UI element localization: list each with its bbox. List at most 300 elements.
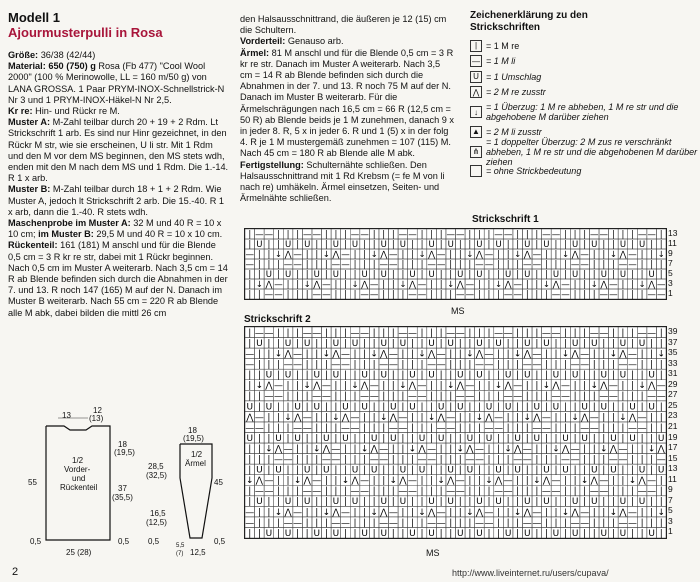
svg-text:—: —	[417, 455, 427, 466]
svg-text:|: |	[363, 423, 367, 434]
legend-text: = 2 M li zusstr	[486, 126, 542, 137]
svg-text:|: |	[286, 433, 290, 444]
svg-text:|: |	[630, 381, 635, 392]
svg-text:↓: ↓	[274, 349, 283, 360]
svg-text:↓: ↓	[561, 349, 570, 360]
svg-text:|: |	[248, 455, 252, 466]
svg-text:U: U	[361, 528, 368, 538]
row-label: 17	[668, 442, 678, 453]
svg-text:|: |	[296, 455, 300, 466]
svg-text:—: —	[388, 507, 398, 518]
svg-text:—: —	[293, 518, 303, 529]
svg-text:|: |	[410, 360, 414, 371]
svg-text:—: —	[589, 486, 599, 497]
svg-text:U: U	[543, 497, 550, 508]
svg-text:|: |	[334, 486, 338, 497]
svg-text:—: —	[331, 260, 341, 270]
svg-text:⋀: ⋀	[475, 507, 484, 518]
svg-text:|: |	[544, 290, 548, 299]
svg-text:—: —	[321, 455, 331, 466]
svg-text:⋀: ⋀	[552, 381, 560, 392]
svg-text:—: —	[551, 486, 561, 497]
row-label: 5	[668, 268, 673, 278]
svg-text:—: —	[532, 360, 542, 371]
svg-text:|: |	[525, 486, 529, 497]
dim-37: 37	[118, 484, 127, 493]
svg-text:—: —	[484, 423, 494, 434]
svg-text:—: —	[599, 391, 609, 402]
svg-text:⋀: ⋀	[313, 381, 321, 392]
svg-text:|: |	[353, 518, 357, 529]
svg-text:|: |	[248, 528, 252, 538]
svg-text:|: |	[640, 402, 644, 413]
legend-title: Zeichenerklärung zu den Strickschriften	[470, 10, 588, 33]
svg-text:|: |	[544, 518, 548, 529]
svg-text:↓: ↓	[408, 444, 417, 455]
svg-text:—: —	[369, 280, 379, 290]
svg-text:|: |	[573, 402, 577, 413]
svg-text:—: —	[254, 328, 264, 339]
svg-text:—: —	[551, 476, 561, 487]
svg-text:↓: ↓	[475, 412, 484, 423]
svg-text:—: —	[369, 290, 379, 299]
svg-text:⋀: ⋀	[322, 444, 331, 455]
svg-text:|: |	[554, 465, 558, 476]
svg-text:↓: ↓	[246, 476, 254, 487]
svg-text:U: U	[399, 240, 406, 250]
svg-text:|: |	[439, 280, 443, 290]
row-label: 7	[668, 494, 673, 505]
svg-text:|: |	[468, 476, 472, 487]
svg-text:|: |	[257, 455, 261, 466]
svg-text:|: |	[449, 270, 453, 280]
svg-text:U: U	[523, 370, 531, 381]
svg-text:—: —	[312, 391, 322, 402]
svg-text:|: |	[449, 250, 453, 260]
svg-text:|: |	[583, 455, 587, 466]
svg-text:|: |	[372, 338, 376, 349]
svg-text:—: —	[302, 486, 312, 497]
svg-text:↓: ↓	[466, 507, 474, 518]
legend-symbol-icon: ⋔	[470, 146, 482, 158]
svg-text:U: U	[543, 338, 550, 349]
svg-text:—: —	[637, 230, 647, 240]
svg-text:—: —	[494, 423, 504, 434]
svg-text:|: |	[401, 402, 405, 413]
svg-text:|: |	[564, 260, 567, 270]
svg-text:|: |	[248, 370, 252, 381]
svg-text:|: |	[449, 260, 453, 270]
svg-text:—: —	[398, 328, 408, 339]
svg-text:⋀: ⋀	[332, 349, 340, 360]
svg-text:|: |	[497, 507, 501, 518]
svg-text:—: —	[465, 280, 475, 290]
svg-text:|: |	[506, 360, 510, 371]
dim-18: 18	[118, 440, 127, 449]
svg-text:|: |	[525, 381, 529, 392]
svg-text:—: —	[513, 280, 522, 290]
svg-text:|: |	[401, 528, 405, 538]
svg-text:|: |	[592, 391, 596, 402]
svg-text:|: |	[573, 381, 577, 392]
svg-text:|: |	[458, 465, 462, 476]
svg-text:—: —	[427, 444, 437, 455]
sleeve-label-1: 1/2	[191, 450, 203, 459]
svg-text:|: |	[544, 260, 548, 270]
svg-text:↓: ↓	[609, 349, 618, 360]
svg-text:|: |	[363, 518, 367, 529]
svg-text:|: |	[391, 328, 395, 339]
svg-text:|: |	[391, 391, 395, 402]
svg-text:|: |	[324, 270, 328, 280]
svg-text:|: |	[286, 476, 290, 487]
svg-text:|: |	[305, 360, 309, 371]
svg-text:|: |	[640, 290, 644, 299]
svg-text:—: —	[474, 518, 484, 529]
svg-text:|: |	[516, 486, 520, 497]
svg-text:U: U	[323, 433, 330, 444]
svg-text:|: |	[592, 290, 596, 299]
svg-text:|: |	[257, 391, 261, 402]
svg-text:—: —	[427, 518, 437, 529]
svg-text:|: |	[592, 518, 596, 529]
svg-text:↓: ↓	[638, 381, 646, 392]
svg-text:—: —	[484, 507, 494, 518]
svg-text:|: |	[611, 518, 615, 529]
svg-text:|: |	[267, 260, 271, 270]
svg-text:|: |	[372, 486, 376, 497]
svg-text:U: U	[409, 370, 416, 381]
svg-text:|: |	[659, 423, 663, 434]
svg-text:⋀: ⋀	[571, 250, 579, 260]
svg-text:|: |	[516, 528, 520, 538]
svg-text:|: |	[267, 507, 271, 518]
legend-text: = 1 M li	[486, 56, 516, 67]
svg-text:—: —	[446, 412, 456, 423]
svg-text:|: |	[277, 240, 280, 250]
svg-text:⋀: ⋀	[523, 250, 531, 260]
svg-text:|: |	[573, 290, 577, 299]
svg-text:|: |	[267, 240, 271, 250]
svg-text:↓: ↓	[657, 349, 665, 360]
svg-text:|: |	[276, 423, 281, 434]
svg-text:—: —	[570, 455, 580, 466]
svg-text:—: —	[589, 412, 599, 423]
svg-text:|: |	[382, 465, 386, 476]
legend-symbol-icon	[470, 165, 482, 177]
svg-text:|: |	[535, 381, 539, 392]
svg-text:—: —	[503, 328, 513, 339]
sleeve-dim-165: 16,5	[150, 509, 166, 518]
svg-text:U: U	[581, 433, 588, 444]
svg-text:U: U	[571, 240, 579, 250]
svg-text:⋀: ⋀	[284, 250, 292, 260]
svg-text:|: |	[305, 402, 309, 413]
svg-text:|: |	[659, 497, 663, 508]
svg-text:—: —	[379, 360, 389, 371]
svg-text:↓: ↓	[619, 412, 627, 423]
svg-text:|: |	[592, 250, 596, 260]
svg-text:U: U	[657, 465, 665, 476]
svg-text:|: |	[410, 518, 414, 529]
dim-12: 12	[93, 406, 102, 415]
svg-text:|: |	[315, 507, 319, 518]
svg-text:|: |	[468, 240, 472, 250]
row-label: 31	[668, 368, 678, 379]
svg-text:|: |	[372, 260, 376, 270]
svg-text:|: |	[334, 423, 338, 434]
svg-text:|: |	[611, 412, 615, 423]
svg-text:U: U	[284, 528, 292, 538]
svg-text:↓: ↓	[418, 250, 426, 260]
svg-text:⋀: ⋀	[332, 250, 340, 260]
svg-text:—: —	[245, 360, 255, 371]
svg-text:|: |	[506, 412, 510, 423]
svg-text:—: —	[360, 391, 370, 402]
svg-text:|: |	[535, 370, 539, 381]
sleeve-dim-05b: 0,5	[214, 537, 226, 546]
svg-text:|: |	[650, 433, 654, 444]
svg-text:—: —	[360, 230, 369, 240]
svg-text:—: —	[599, 328, 609, 339]
svg-text:|: |	[344, 280, 347, 290]
svg-text:—: —	[274, 391, 283, 402]
svg-text:—: —	[474, 455, 484, 466]
svg-text:|: |	[391, 486, 395, 497]
svg-text:U: U	[332, 497, 340, 508]
svg-text:—: —	[274, 455, 283, 466]
svg-text:|: |	[296, 486, 300, 497]
svg-text:|: |	[334, 230, 338, 240]
svg-text:|: |	[277, 230, 280, 240]
svg-text:⋀: ⋀	[361, 280, 369, 290]
svg-text:|: |	[583, 280, 587, 290]
svg-text:|: |	[334, 391, 338, 402]
svg-text:U: U	[457, 528, 464, 538]
svg-text:U: U	[409, 528, 416, 538]
svg-text:|: |	[401, 391, 405, 402]
svg-text:U: U	[342, 402, 349, 413]
svg-text:U: U	[437, 402, 445, 413]
svg-text:|: |	[602, 423, 606, 434]
svg-text:—: —	[589, 230, 599, 240]
svg-text:|: |	[535, 391, 539, 402]
svg-text:|: |	[525, 433, 529, 444]
svg-text:U: U	[294, 402, 301, 413]
svg-text:U: U	[304, 240, 311, 250]
svg-text:|: |	[391, 465, 395, 476]
svg-text:⋀: ⋀	[246, 412, 254, 423]
svg-text:U: U	[313, 270, 320, 280]
svg-text:|: |	[573, 433, 577, 444]
svg-text:—: —	[322, 280, 331, 290]
svg-text:|: |	[248, 497, 252, 508]
svg-text:|: |	[382, 381, 386, 392]
svg-text:—: —	[436, 250, 446, 260]
svg-text:—: —	[407, 328, 417, 339]
svg-text:U: U	[600, 528, 608, 538]
svg-text:|: |	[372, 360, 376, 371]
svg-text:U: U	[399, 338, 407, 349]
svg-text:|: |	[315, 433, 319, 444]
svg-text:|: |	[525, 290, 529, 299]
svg-text:|: |	[554, 360, 558, 371]
row-label: 23	[668, 410, 678, 421]
svg-text:|: |	[564, 518, 568, 529]
svg-text:|: |	[257, 528, 261, 538]
svg-text:|: |	[248, 381, 252, 392]
svg-text:U: U	[543, 465, 550, 476]
svg-text:U: U	[361, 270, 368, 280]
svg-text:—: —	[312, 290, 322, 299]
svg-text:|: |	[621, 476, 625, 487]
svg-text:|: |	[363, 349, 367, 360]
svg-text:—: —	[264, 230, 274, 240]
svg-text:|: |	[267, 455, 271, 466]
svg-text:U: U	[495, 465, 502, 476]
svg-text:|: |	[659, 260, 663, 270]
svg-text:|: |	[353, 507, 357, 518]
svg-text:|: |	[305, 433, 309, 444]
legend-text: = 1 Überzug: 1 M re abheben, 1 M re str und die abgehobene M darüber ziehen	[486, 102, 679, 122]
svg-text:—: —	[637, 412, 647, 423]
svg-text:↓: ↓	[513, 349, 522, 360]
svg-text:|: |	[497, 433, 501, 444]
svg-text:|: |	[420, 230, 424, 240]
svg-text:|: |	[506, 518, 510, 529]
svg-text:|: |	[535, 455, 539, 466]
svg-text:|: |	[334, 476, 338, 487]
svg-text:|: |	[554, 349, 558, 360]
svg-text:U: U	[256, 465, 263, 476]
svg-text:—: —	[254, 423, 264, 434]
source-url[interactable]: http://www.liveinternet.ru/users/cupava/	[452, 568, 609, 578]
svg-text:|: |	[497, 349, 501, 360]
svg-text:—: —	[340, 349, 350, 360]
svg-text:|: |	[611, 230, 615, 240]
svg-text:|: |	[449, 433, 453, 444]
row-label: 33	[668, 357, 678, 368]
svg-text:↓: ↓	[580, 476, 589, 487]
svg-text:|: |	[506, 260, 510, 270]
svg-text:|: |	[506, 250, 510, 260]
svg-text:U: U	[390, 402, 397, 413]
svg-text:|: |	[535, 338, 539, 349]
svg-text:|: |	[372, 328, 376, 339]
legend-item	[470, 85, 700, 101]
svg-text:U: U	[543, 240, 550, 250]
svg-text:—: —	[417, 391, 427, 402]
svg-text:|: |	[554, 455, 558, 466]
svg-text:|: |	[334, 280, 338, 290]
svg-text:—: —	[321, 381, 331, 392]
dim-18b: (19,5)	[114, 448, 135, 457]
svg-text:U: U	[332, 270, 340, 280]
svg-text:—: —	[264, 486, 274, 497]
svg-text:U: U	[351, 240, 359, 250]
svg-text:|: |	[477, 465, 481, 476]
svg-text:⋀: ⋀	[284, 507, 292, 518]
svg-text:|: |	[296, 328, 300, 339]
svg-text:U: U	[370, 433, 378, 444]
svg-text:⋀: ⋀	[580, 412, 589, 423]
svg-text:↓: ↓	[514, 250, 522, 260]
svg-text:—: —	[522, 444, 532, 455]
svg-text:|: |	[410, 423, 414, 434]
svg-text:|: |	[506, 465, 510, 476]
svg-text:—: —	[522, 518, 532, 529]
svg-text:|: |	[276, 528, 281, 538]
svg-text:U: U	[418, 433, 426, 444]
svg-text:|: |	[554, 518, 558, 529]
svg-text:U: U	[428, 497, 435, 508]
svg-text:—: —	[561, 290, 570, 299]
svg-text:U: U	[485, 402, 493, 413]
svg-text:—: —	[407, 486, 417, 497]
svg-text:|: |	[640, 455, 644, 466]
legend-item	[470, 38, 700, 54]
svg-text:—: —	[551, 391, 561, 402]
svg-text:|: |	[497, 270, 500, 280]
svg-text:—: —	[388, 423, 398, 434]
svg-text:U: U	[504, 370, 512, 381]
svg-text:|: |	[535, 486, 539, 497]
svg-text:U: U	[648, 270, 655, 280]
svg-text:|: |	[477, 230, 481, 240]
svg-text:|: |	[363, 433, 367, 444]
svg-text:|: |	[497, 518, 501, 529]
svg-text:|: |	[477, 476, 481, 487]
svg-text:—: —	[503, 290, 513, 299]
svg-text:U: U	[610, 433, 617, 444]
svg-text:—: —	[570, 444, 580, 455]
svg-text:|: |	[573, 486, 577, 497]
svg-text:|: |	[506, 497, 510, 508]
svg-text:⋀: ⋀	[255, 476, 264, 487]
svg-text:|: |	[391, 528, 395, 538]
svg-text:|: |	[439, 370, 443, 381]
svg-text:|: |	[324, 260, 328, 270]
svg-text:—: —	[465, 455, 475, 466]
svg-text:|: |	[554, 240, 558, 250]
svg-text:|: |	[286, 290, 290, 299]
svg-text:↓: ↓	[628, 476, 637, 487]
svg-text:⋀: ⋀	[504, 280, 512, 290]
svg-text:|: |	[564, 370, 568, 381]
svg-text:⋀: ⋀	[523, 507, 531, 518]
svg-text:|: |	[372, 230, 376, 240]
chart2-row-labels	[668, 326, 688, 537]
svg-text:—: —	[340, 507, 350, 518]
svg-text:|: |	[401, 349, 405, 360]
svg-text:U: U	[284, 240, 292, 250]
svg-text:U: U	[342, 433, 349, 444]
chart1-ms: MS	[451, 306, 465, 316]
svg-text:⋀: ⋀	[514, 444, 522, 455]
body-label-1: 1/2	[72, 456, 84, 465]
svg-text:—: —	[589, 423, 599, 434]
svg-text:U: U	[303, 338, 311, 349]
row-label: 39	[668, 326, 678, 336]
svg-text:|: |	[439, 486, 443, 497]
svg-text:|: |	[458, 349, 462, 360]
svg-text:|: |	[286, 280, 290, 290]
svg-text:↓: ↓	[351, 381, 359, 392]
svg-text:U: U	[428, 338, 435, 349]
svg-text:|: |	[564, 402, 568, 413]
svg-text:—: —	[379, 518, 389, 529]
svg-text:|: |	[564, 240, 567, 250]
